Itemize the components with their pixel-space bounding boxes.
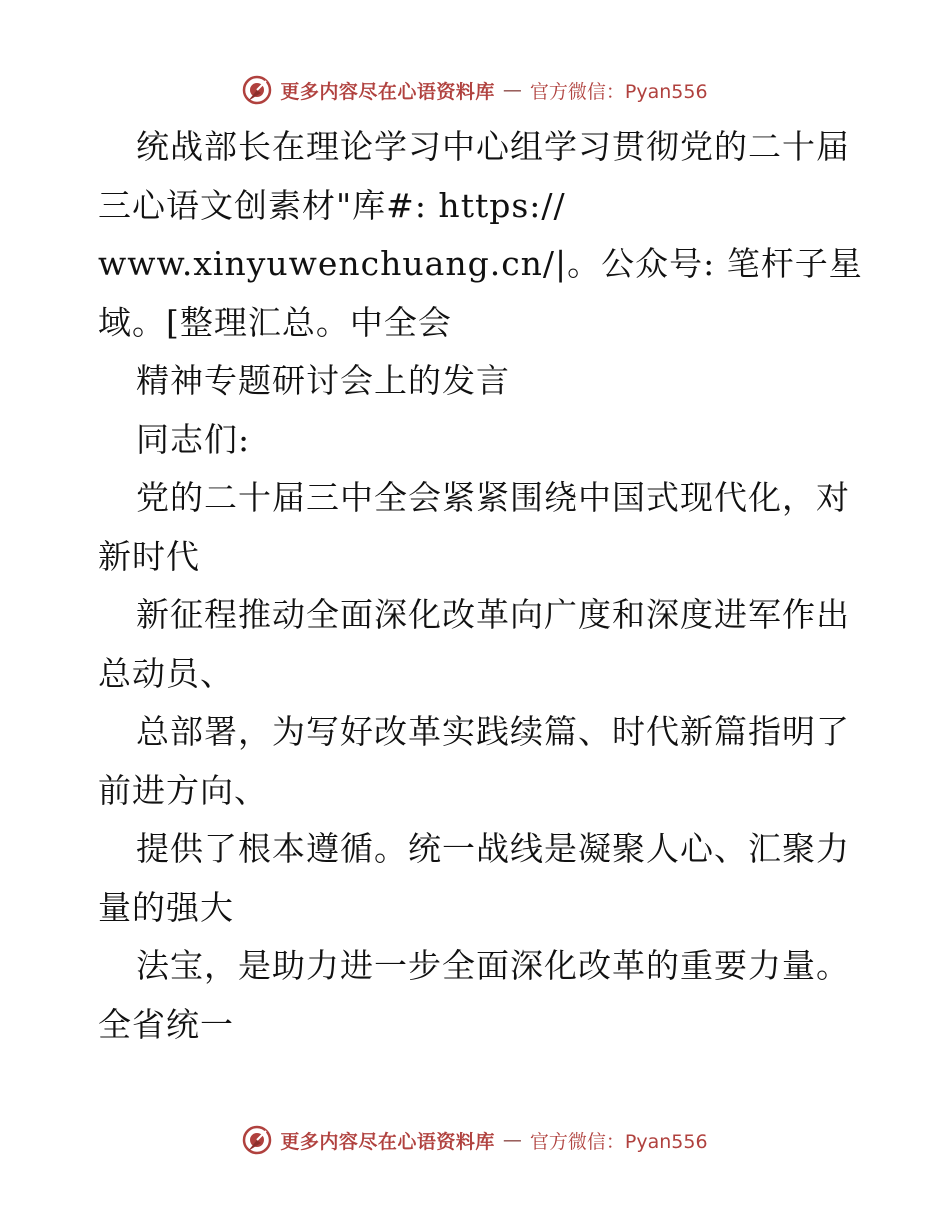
body-line: 党的二十届三中全会紧紧围绕中国式现代化，对 [136, 478, 850, 517]
header-banner [0, 70, 950, 110]
body-line: 法宝，是助力进一步全面深化改革的重要力量。 [136, 946, 850, 985]
banner-wechat: 官方微信：Pyan556 [529, 1130, 708, 1153]
pen-nib-logo-icon [242, 1125, 272, 1155]
pen-nib-logo-icon [242, 75, 272, 105]
body-line: 前进方向、 [98, 770, 268, 810]
body-line: 总部署，为写好改革实践续篇、时代新篇指明了 [136, 712, 850, 751]
body-line: 新征程推动全面深化改革向广度和深度进军作出 [136, 595, 850, 634]
body-line: 同志们: [136, 419, 251, 459]
body-line: 三心语文创素材"库#: https:// [98, 185, 566, 225]
body-line: 新时代 [98, 536, 200, 576]
banner-wechat: 官方微信：Pyan556 [529, 80, 708, 103]
body-line: 总动员、 [98, 653, 234, 693]
body-line: 统战部长在理论学习中心组学习贯彻党的二十届 [136, 127, 850, 166]
footer-banner [0, 1120, 950, 1160]
body-line: 域。[整理汇总。中全会 [98, 302, 452, 342]
banner-text: 更多内容尽在心语资料库 [280, 1130, 495, 1153]
body-line: 精神专题研讨会上的发言 [136, 361, 510, 400]
body-line: www.xinyuwenchuang.cn/|。公众号: 笔杆子星 [98, 244, 863, 283]
banner-separator: — [502, 79, 522, 101]
banner-separator: — [502, 1129, 522, 1151]
body-line: 全省统一 [98, 1004, 234, 1044]
body-line: 提供了根本遵循。统一战线是凝聚人心、汇聚力 [136, 829, 850, 868]
banner-text: 更多内容尽在心语资料库 [280, 80, 495, 103]
document-body [98, 118, 863, 1054]
body-line: 量的强大 [98, 887, 234, 927]
